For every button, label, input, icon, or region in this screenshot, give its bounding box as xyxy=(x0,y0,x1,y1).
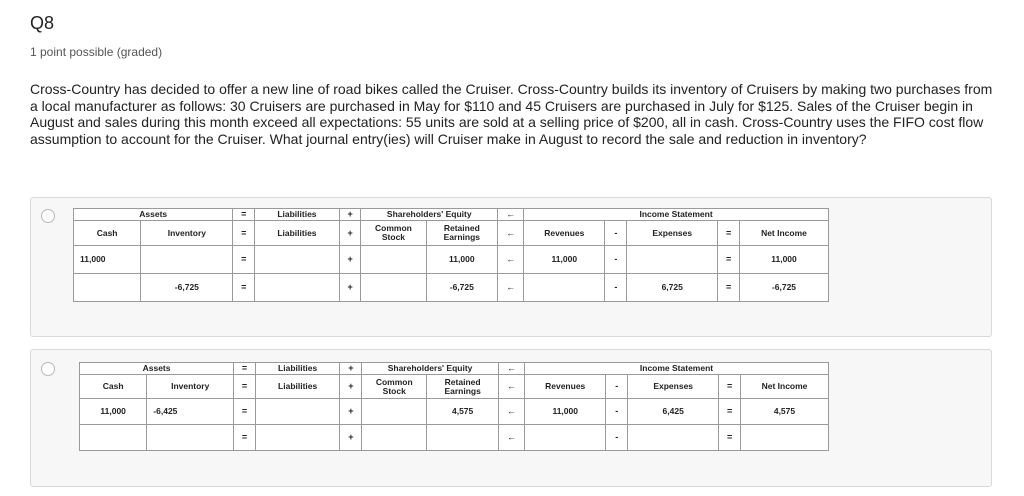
cash-cell: 11,000 xyxy=(80,399,147,425)
shareholders-equity-header: Shareholders' Equity xyxy=(361,209,498,221)
cash-cell xyxy=(74,274,141,302)
expenses-cell xyxy=(627,246,718,274)
radio-option-2[interactable] xyxy=(41,362,55,376)
expenses-cell: 6,725 xyxy=(627,274,718,302)
equals-sign: = xyxy=(234,375,256,399)
plus-sign: + xyxy=(339,209,361,221)
equals-sign: = xyxy=(718,246,740,274)
liabilities-subheader: Liabilities xyxy=(255,221,340,246)
cash-cell xyxy=(80,425,147,451)
common-stock-header: Common Stock xyxy=(362,375,427,399)
retained-earnings-cell: 4,575 xyxy=(427,399,499,425)
retained-earnings-cell xyxy=(427,425,499,451)
liabilities-subheader: Liabilities xyxy=(255,375,340,399)
minus-sign: - xyxy=(605,274,627,302)
equals-sign: = xyxy=(234,399,256,425)
plus-sign: + xyxy=(340,399,362,425)
common-stock-header: Common Stock xyxy=(361,221,426,246)
inventory-header: Inventory xyxy=(147,375,234,399)
revenues-header: Revenues xyxy=(525,375,606,399)
inventory-cell: -6,425 xyxy=(147,399,234,425)
common-stock-cell xyxy=(362,425,427,451)
liabilities-cell xyxy=(255,246,340,274)
equals-sign: = xyxy=(233,221,255,246)
expenses-header: Expenses xyxy=(628,375,719,399)
plus-sign: + xyxy=(339,246,361,274)
plus-sign: + xyxy=(340,425,362,451)
revenues-cell xyxy=(524,274,605,302)
radio-option-1[interactable] xyxy=(41,209,55,223)
inventory-header: Inventory xyxy=(141,221,233,246)
revenues-header: Revenues xyxy=(524,221,605,246)
net-income-header: Net Income xyxy=(739,221,828,246)
points-possible: 1 point possible (graded) xyxy=(30,45,163,59)
revenues-cell: 11,000 xyxy=(524,246,605,274)
assets-header: Assets xyxy=(74,209,233,221)
equals-sign: = xyxy=(719,399,741,425)
plus-sign: + xyxy=(340,363,362,375)
retained-earnings-header: Retained Earnings xyxy=(426,221,498,246)
liabilities-header: Liabilities xyxy=(255,363,340,375)
liabilities-cell xyxy=(255,399,340,425)
minus-sign: - xyxy=(606,425,628,451)
revenues-cell: 11,000 xyxy=(525,399,606,425)
cash-header: Cash xyxy=(80,375,147,399)
question-text: Cross-Country has decided to offer a new line of road bikes called the Cruiser. Cross-Country builds its inventory of Cruisers by making two purchases from a local manufacturer as follows: 30 Cruisers are purchased in May for $110 and 45 Cruisers are purchased in July for $125. Sales of the Cruiser begin in August and sales during this month exceed all expectations: 55 units are sold at a selling price of $200, all in cash. Cross-Country uses the FIFO cost flow assumption to account for the Cruiser. What journal entry(ies) will Cruiser make in August to record the sale and reduction in inventory? xyxy=(30,81,993,147)
common-stock-cell xyxy=(361,246,426,274)
arrow-icon: ← xyxy=(498,274,524,302)
cash-header: Cash xyxy=(74,221,141,246)
equals-sign: = xyxy=(234,425,256,451)
question-title: Q8 xyxy=(30,13,55,33)
answer-option-2[interactable] xyxy=(30,349,992,487)
liabilities-header: Liabilities xyxy=(255,209,340,221)
liabilities-cell xyxy=(255,274,340,302)
plus-sign: + xyxy=(339,274,361,302)
equals-sign: = xyxy=(719,375,741,399)
arrow-icon: ← xyxy=(498,399,524,425)
arrow-icon: ← xyxy=(498,246,524,274)
minus-sign: - xyxy=(606,399,628,425)
plus-sign: + xyxy=(339,221,361,246)
equals-sign: = xyxy=(718,221,740,246)
income-statement-header: Income Statement xyxy=(525,363,829,375)
net-income-cell xyxy=(740,425,828,451)
net-income-cell: 11,000 xyxy=(739,246,828,274)
net-income-header: Net Income xyxy=(740,375,828,399)
equals-sign: = xyxy=(233,274,255,302)
arrow-icon: ← xyxy=(498,425,524,451)
inventory-cell xyxy=(147,425,234,451)
arrow-icon: ← xyxy=(498,363,524,375)
expenses-cell xyxy=(628,425,719,451)
shareholders-equity-header: Shareholders' Equity xyxy=(362,363,499,375)
minus-sign: - xyxy=(605,221,627,246)
retained-earnings-cell: 11,000 xyxy=(426,246,498,274)
net-income-cell: -6,725 xyxy=(739,274,828,302)
minus-sign: - xyxy=(606,375,628,399)
revenues-cell xyxy=(525,425,606,451)
cash-cell: 11,000 xyxy=(74,246,141,274)
equals-sign: = xyxy=(233,246,255,274)
inventory-cell: -6,725 xyxy=(141,274,233,302)
journal-table-option-2 xyxy=(79,362,829,451)
income-statement-header: Income Statement xyxy=(524,209,829,221)
answer-option-1[interactable] xyxy=(30,197,992,337)
equals-sign: = xyxy=(718,274,740,302)
inventory-cell xyxy=(141,246,233,274)
journal-table-option-1 xyxy=(73,208,829,302)
assets-header: Assets xyxy=(80,363,234,375)
minus-sign: - xyxy=(605,246,627,274)
arrow-icon: ← xyxy=(498,221,524,246)
net-income-cell: 4,575 xyxy=(740,399,828,425)
retained-earnings-header: Retained Earnings xyxy=(427,375,499,399)
equals-sign: = xyxy=(719,425,741,451)
equals-sign: = xyxy=(233,209,255,221)
expenses-header: Expenses xyxy=(627,221,718,246)
arrow-icon: ← xyxy=(498,375,524,399)
liabilities-cell xyxy=(255,425,340,451)
arrow-icon: ← xyxy=(498,209,524,221)
plus-sign: + xyxy=(340,375,362,399)
expenses-cell: 6,425 xyxy=(628,399,719,425)
equals-sign: = xyxy=(234,363,256,375)
common-stock-cell xyxy=(361,274,426,302)
common-stock-cell xyxy=(362,399,427,425)
retained-earnings-cell: -6,725 xyxy=(426,274,498,302)
